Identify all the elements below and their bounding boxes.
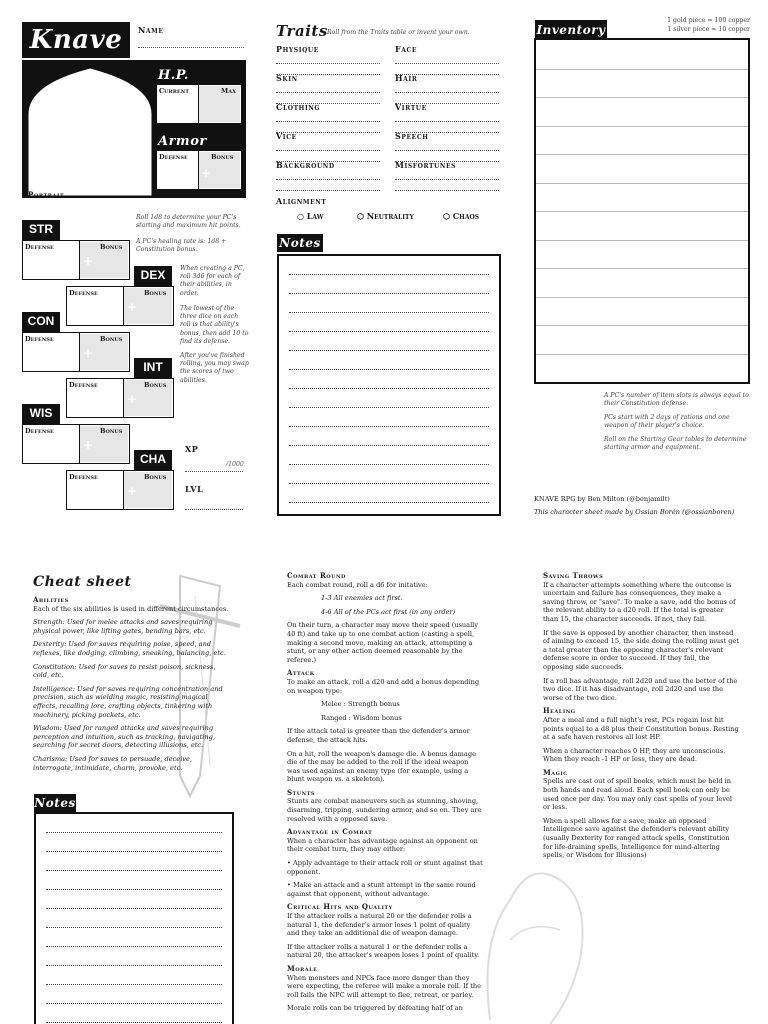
morale-text-1: When monsters and NPCs face more danger than they were expecting, the referee will make a morale roll. If the roll fails the NPC will attempt to flee, retreat, or parley. <box>287 973 482 999</box>
inventory-slot-divider <box>536 325 748 326</box>
alignment-law-label: Law <box>306 211 324 221</box>
note-line[interactable] <box>289 464 489 465</box>
combat-bullet-2: 4-6 All of the PCs act first (in any order) <box>321 607 456 616</box>
attack-text-2: If the attack total is greater than the defender's armor defense, the attack hits. <box>287 727 470 744</box>
stat-con-tab: CON <box>22 312 60 332</box>
note-line[interactable] <box>289 388 489 389</box>
stat-cha-tab: CHA <box>134 450 172 470</box>
stunts-text: Stunts are combat maneuvers such as stunning, shoving, disarming, tripping, sundering armor, and so on. They are resolved with a opposed save. <box>287 797 482 823</box>
stat-wis-divider <box>79 425 80 463</box>
stat-str-divider <box>79 241 80 279</box>
combat-bullet-1: 1-3 All enemies act first. <box>321 594 403 603</box>
saving-heading: Saving Throws <box>543 571 604 580</box>
xp-max: /1000 <box>226 461 244 468</box>
lvl-label: LVL <box>185 484 204 494</box>
cheat-notes-box[interactable] <box>34 812 234 1024</box>
stat-int-bonus-label: Bonus <box>144 381 167 389</box>
trait-background-field[interactable] <box>276 185 380 191</box>
stat-int-tab: INT <box>134 358 172 378</box>
stat-dex-divider <box>123 287 124 325</box>
armor-bonus-label: Bonus <box>211 153 234 161</box>
stat-wis-tab: WIS <box>22 404 60 424</box>
trait-background-field[interactable] <box>276 174 380 180</box>
trait-clothing-label: Clothing <box>276 102 321 112</box>
cheat-saves <box>543 572 739 865</box>
ability-charisma: Charisma: Used for saves to persuade, deceive, interrogate, intimidate, charm, provoke, etc. <box>33 754 193 772</box>
note-line[interactable] <box>289 502 489 503</box>
note-line[interactable] <box>46 908 222 909</box>
roll-hp-note: Roll 1d8 to determine your PC's starting and maximum hit points. <box>136 214 241 230</box>
stat-str-defense-field[interactable] <box>25 252 77 276</box>
stat-str-defense-label: Defense <box>25 243 54 251</box>
combat-text-1: Each combat round, roll a d6 for initative: <box>287 580 428 589</box>
note-line[interactable] <box>289 407 489 408</box>
inventory-slot-divider <box>536 354 748 355</box>
stat-dex-bonus-label: Bonus <box>144 289 167 297</box>
advantage-bullet-1: • Apply advantage to their attack roll or stunt against that opponent. <box>287 859 483 876</box>
healing-heading: Healing <box>543 706 576 716</box>
currency-note-1: 1 gold piece = 100 copper <box>667 17 750 24</box>
traits-notes-title: Notes <box>277 234 323 252</box>
armor-title: Armor <box>158 134 207 149</box>
traits-notes-box[interactable] <box>277 254 501 516</box>
inventory-box[interactable] <box>534 38 750 384</box>
stat-int-defense-field[interactable] <box>69 390 121 414</box>
healing-note: A PC's healing rate is: 1d8 + Constitution bonus. <box>136 238 227 254</box>
traits-subtitle: Roll from the Traits table or invent your own. <box>327 29 470 36</box>
stats-note-2: The lowest of the three dice on each roll is that ability's bonus, then add 10 to find its defense. <box>180 305 249 345</box>
note-line[interactable] <box>289 312 489 313</box>
abilities-intro: Each of the six abilities is used in different circumstances. <box>33 604 229 613</box>
hp-max-label: Max <box>221 87 236 95</box>
note-line[interactable] <box>289 426 489 427</box>
stat-dex-plus-icon: + <box>126 300 138 314</box>
saving-text-1: If a character attempts something where the outcome is uncertain and failure has consequences, they make a saving throw, or "save". To make a save, add the bonus of the relevant ability to a d20 roll. If the total is greater than 15, the character succeeds. If not, they fail. <box>543 580 736 623</box>
armor-defense-label: Defense <box>159 153 188 161</box>
inventory-slot-divider <box>536 211 748 212</box>
note-line[interactable] <box>46 889 222 890</box>
cheat-notes-title: Notes <box>34 796 76 810</box>
portrait-window[interactable] <box>26 64 154 196</box>
stat-cha-defense-field[interactable] <box>69 482 121 506</box>
trait-hair-field[interactable] <box>395 87 499 93</box>
credit-1: KNAVE RPG by Ben Milton (@benjamilt) <box>534 495 670 503</box>
note-line[interactable] <box>289 331 489 332</box>
traits-title: Traits <box>276 22 328 40</box>
note-line[interactable] <box>46 1003 222 1004</box>
stat-cha-plus-icon: + <box>126 484 138 498</box>
ability-constitution: Constitution: Used for saves to resist poison, sickness, cold, etc. <box>33 662 216 680</box>
stat-wis-defense-field[interactable] <box>25 436 77 460</box>
stat-con-divider <box>79 333 80 371</box>
trait-background-label: Background <box>276 160 335 170</box>
stat-wis-plus-icon: + <box>82 438 94 452</box>
ability-strength: Strength: Used for melee attacks and saves requiring physical power, like lifting gates, bending bars, etc. <box>33 618 213 635</box>
note-line[interactable] <box>289 350 489 351</box>
trait-skin-field[interactable] <box>276 87 380 93</box>
alignment-law[interactable]: ○ Law <box>297 211 324 221</box>
magic-text-1: Spells are cast out of spell books, which must be held in both hands and read aloud. Each spell book can only be used once per day. You may only cast spells of your level or less. <box>543 777 732 812</box>
alignment-chaos[interactable]: ⬡ Chaos <box>443 211 480 221</box>
stat-cha-bonus-label: Bonus <box>144 473 167 481</box>
combat-text-2: On their turn, a character may move their speed (usually 40 ft) and take up to one combat action (casting a spell, making a second move, making an attack, attempting a stunt, or any other action deemed reasonable by the referee.) <box>287 621 479 664</box>
trait-virtue-label: Virtue <box>395 102 427 112</box>
inventory-slot-divider <box>536 240 748 241</box>
note-line[interactable] <box>46 1022 222 1023</box>
note-line[interactable] <box>46 965 222 966</box>
note-line[interactable] <box>46 927 222 928</box>
stat-cha-divider <box>123 471 124 509</box>
inventory-slot-divider <box>536 97 748 98</box>
hp-divider <box>198 85 199 123</box>
saving-text-3: If a roll has advantage, roll 2d20 and use the better of the two dice. If it has disadvantage, roll 2d20 and use the worse of the two dice. <box>543 676 738 702</box>
note-line[interactable] <box>289 483 489 484</box>
note-line[interactable] <box>289 445 489 446</box>
credit-2: This character sheet made by Ossian Borén (@ossianboren) <box>534 508 735 516</box>
stat-con-bonus-label: Bonus <box>100 335 123 343</box>
cheat-combat <box>287 572 483 1018</box>
stat-str-tab: STR <box>22 220 60 240</box>
abilities-heading: Abilities <box>33 595 69 604</box>
stat-dex-defense-label: Defense <box>69 289 98 297</box>
inventory-slot-divider <box>536 69 748 70</box>
saving-text-2: If the save is opposed by another character, then instead of aiming to exceed 15, the side doing the rolling must get a total greater than the opposing character's relevant defense score in order to succeed. If they fail, the opposing side succeeds. <box>543 628 739 671</box>
inventory-slot-divider <box>536 183 748 184</box>
attack-text-3: On a hit, roll the weapon's damage die. A bonus damage die of the may be added to the roll if the ideal weapon was used against an enemy type (for example, using a blunt weapon vs. a skeleton). <box>287 749 476 784</box>
stat-str-bonus-label: Bonus <box>100 243 123 251</box>
armor-plus-icon: + <box>200 166 212 180</box>
magic-heading: Magic <box>543 767 568 777</box>
advantage-heading: Advantage in Combat <box>287 827 373 837</box>
trait-virtue-field[interactable] <box>395 116 499 122</box>
morale-heading: Morale <box>287 963 318 973</box>
portrait-label: Portrait <box>28 190 65 199</box>
trait-speech-label: Speech <box>395 131 429 141</box>
trait-misfortunes-label: Misfortunes <box>395 160 457 170</box>
alignment-chaos-label: Chaos <box>452 211 480 221</box>
inventory-note-2: PCs start with 2 days of rations and one weapon of their player's choice. <box>604 414 730 430</box>
combat-heading: Combat Round <box>287 571 346 580</box>
ability-intelligence: Intelligence: Used for saves requiring concentration and precision, such as wielding magic, resisting magical effects, recalling lore, crafting objects, tinkering with machinery, picking pockets, etc. <box>33 684 223 719</box>
advantage-text: When a character has advantage against an opponent on their combat turn, they may either: <box>287 836 478 854</box>
alignment-neutrality-label: Neutrality <box>366 211 414 221</box>
alignment-neutrality[interactable]: ⬡ Neutrality <box>357 211 414 221</box>
currency-note-2: 1 silver piece = 10 copper <box>667 26 750 33</box>
trait-face-field[interactable] <box>395 58 499 64</box>
armor-divider <box>198 151 199 189</box>
alignment-options <box>297 211 497 223</box>
inventory-note-3: Roll on the Starting Gear tables to determine starting armor and equipment. <box>604 436 747 452</box>
note-line[interactable] <box>289 293 489 294</box>
crit-heading: Critical Hits and Quality <box>287 902 393 912</box>
trait-physique-field[interactable] <box>276 58 380 64</box>
stat-cha-defense-label: Defense <box>69 473 98 481</box>
stats-note-1: When creating a PC, roll 3d6 for each of their abilities, in order. <box>180 265 245 297</box>
attack-text-1: To make an attack, roll a d20 and add a bonus depending on weapon type: <box>287 677 480 695</box>
trait-clothing-field[interactable] <box>276 116 380 122</box>
note-line[interactable] <box>46 984 222 985</box>
inventory-note-1: A PC's number of item slots is always equal to their Constitution defense. <box>604 392 749 408</box>
name-field[interactable] <box>138 40 244 48</box>
trait-misfortunes-field[interactable] <box>395 185 499 191</box>
crit-text-2: If the attacker rolls a natural 1 or the defender rolls a natural 20, the attacker's weapon loses 1 point of quality. <box>287 942 480 960</box>
note-line[interactable] <box>46 870 222 871</box>
note-line[interactable] <box>46 946 222 947</box>
note-line[interactable] <box>46 832 222 833</box>
hp-title: H.P. <box>158 68 189 83</box>
hp-max-field[interactable] <box>201 96 239 120</box>
inventory-slot-divider <box>536 154 748 155</box>
crit-text-1: If the attacker rolls a natural 20 or the defender rolls a natural 1, the defender's armor loses 1 point of quality and they take an additional die of weapon damage. <box>287 912 472 938</box>
xp-label: XP <box>185 444 199 454</box>
alignment-label: Alignment <box>276 196 327 206</box>
stat-dex-tab: DEX <box>134 266 172 286</box>
healing-text-1: After a meal and a full night's rest, PCs regain lost hit points equal to a d8 plus their Constitution bonus. Resting at a safe haven restores all lost HP. <box>543 715 739 742</box>
inventory-slot-divider <box>536 297 748 298</box>
lvl-field[interactable] <box>185 502 243 510</box>
advantage-bullet-2: • Make an attack and a stunt attempt in the same round against that opponent, without advantage. <box>287 881 476 898</box>
attack-bullet-1: Melee : Strength bonus <box>321 700 400 709</box>
inventory-slot-divider <box>536 126 748 127</box>
trait-hair-label: Hair <box>395 73 418 83</box>
stats-note-3: After you've finished rolling, you may swap the scores of two abilities. <box>180 352 249 384</box>
stat-con-defense-field[interactable] <box>25 344 77 368</box>
morale-text-2: Morale rolls can be triggered by defeating half of an <box>287 1004 463 1013</box>
trait-physique-label: Physique <box>276 44 319 54</box>
stat-con-plus-icon: + <box>82 346 94 360</box>
trait-face-label: Face <box>395 44 418 54</box>
trait-vice-field[interactable] <box>276 145 380 151</box>
note-line[interactable] <box>289 369 489 370</box>
name-label: Name <box>138 25 164 35</box>
healing-text-2: When a character reaches 0 HP, they are unconscious. When they reach -1 HP or less, they are dead. <box>543 746 726 764</box>
note-line[interactable] <box>289 274 489 275</box>
stunts-heading: Stunts <box>287 787 316 797</box>
inventory-slot-divider <box>536 268 748 269</box>
attack-bullet-2: Ranged : Wisdom bonus <box>321 713 402 722</box>
stat-con-defense-label: Defense <box>25 335 54 343</box>
magic-text-2: When a spell allows for a save, make an opposed Intelligence save against the defender's relevant ability (usually Dexterity for ranged attack spells, Constitution for life-draining spells, Intelligence for mind-altering spells, or Wisdom for Illusions) <box>543 816 730 860</box>
hp-current-field[interactable] <box>158 96 196 120</box>
stat-int-defense-label: Defense <box>69 381 98 389</box>
stat-int-plus-icon: + <box>126 392 138 406</box>
trait-skin-label: Skin <box>276 73 298 83</box>
trait-vice-label: Vice <box>276 131 297 141</box>
stat-int-divider <box>123 379 124 417</box>
stat-dex-defense-field[interactable] <box>69 298 121 322</box>
inventory-title: Inventory <box>535 20 607 40</box>
stat-str-plus-icon: + <box>82 254 94 268</box>
cheat-title: Cheat sheet <box>33 574 132 590</box>
note-line[interactable] <box>46 851 222 852</box>
trait-speech-field[interactable] <box>395 145 499 151</box>
trait-misfortunes-field[interactable] <box>395 174 499 180</box>
stat-wis-bonus-label: Bonus <box>100 427 123 435</box>
ability-dexterity: Dexterity: Used for saves requiring poise, speed, and reflexes, like dodging, climbing, sneaking, balancing, etc. <box>33 640 226 657</box>
sheet-title: Knave <box>22 22 130 58</box>
stat-wis-defense-label: Defense <box>25 427 54 435</box>
armor-defense-field[interactable] <box>158 162 196 186</box>
cheat-abilities <box>33 596 231 777</box>
attack-heading: Attack <box>287 668 315 678</box>
ability-wisdom: Wisdom: Used for ranged attacks and saves requiring perception and intuition, such as tracking, navigating, searching for secret doors, detecting illusions, etc. <box>33 724 215 750</box>
hp-current-label: Current <box>159 87 189 95</box>
